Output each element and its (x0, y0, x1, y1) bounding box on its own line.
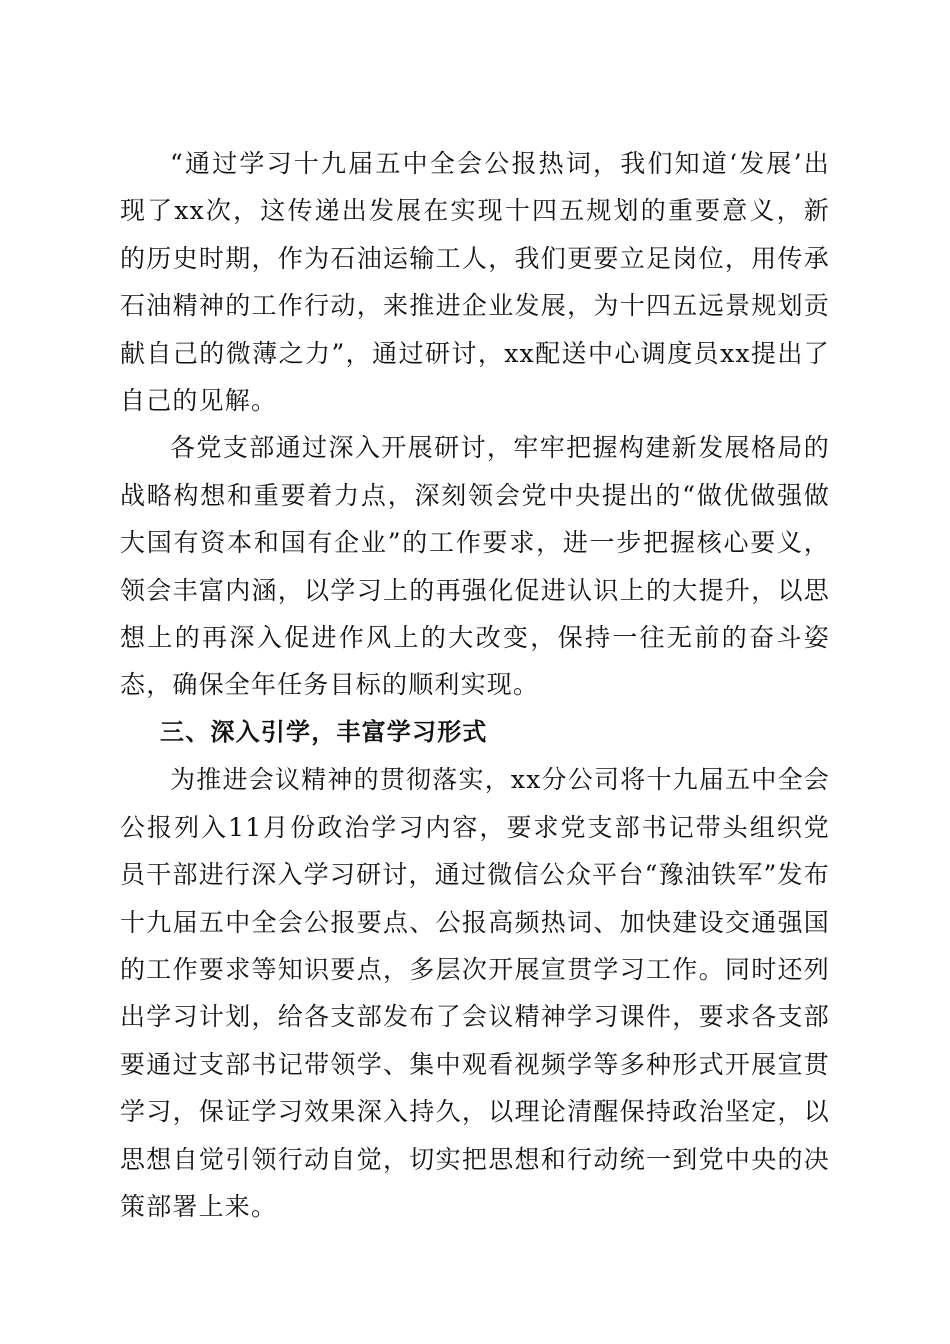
section-heading-3: 三、深入引学，丰富学习形式 (160, 717, 488, 746)
paragraph-party-branches: 各党支部通过深入开展研讨，牢牢把握构建新发展格局的战略构想和重要着力点，深刻领会党中央提出的“做优做强做大国有资本和国有企业”的工作要求，进一步把握核心要义，领会丰富内涵，以学习上的再强化促进认识上的大提升，以思想上的再深入促进作风上的大改变，保持一往无前的奋斗姿态，确保全年任务目标的顺利实现。 (120, 433, 830, 700)
document-page (120, 140, 830, 1230)
paragraph-study-forms: 为推进会议精神的贯彻落实，xx分公司将十九届五中全会公报列入11月份政治学习内容，要求党支部书记带头组织党员干部进行深入学习研讨，通过微信公众平台“豫油铁军”发布十九届五中全会公报要点、公报高频热词、加快建设交通强国的工作要求等知识要点，多层次开展宣贯学习工作。同时还列出学习计划，给各支部发布了会议精神学习课件，要求各支部要通过支部书记带领学、集中观看视频学等多种形式开展宣贯学习，保证学习效果深入持久，以理论清醒保持政治坚定，以思想自觉引领行动自觉，切实把思想和行动统一到党中央的决策部署上来。 (120, 765, 830, 1221)
paragraph-quote: “通过学习十九届五中全会公报热词，我们知道‘发展’出现了xx次，这传递出发展在实现十四五规划的重要意义，新的历史时期，作为石油运输工人，我们更要立足岗位，用传承石油精神的工作行动，来推进企业发展，为十四五远景规划贡献自己的微薄之力”，通过研讨，xx配送中心调度员xx提出了自己的见解。 (120, 149, 830, 416)
